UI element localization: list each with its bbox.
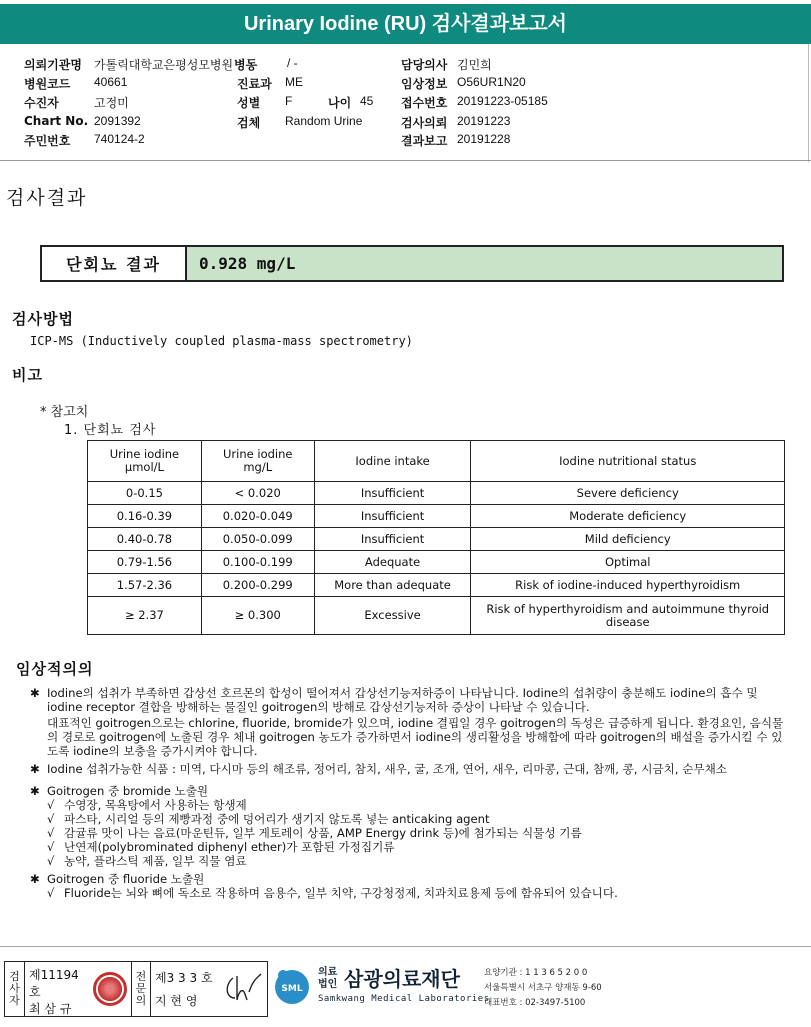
signature-icon [223, 970, 263, 1006]
bromide-item-text: 농약, 플라스틱 제품, 일부 직물 염료 [64, 854, 247, 868]
ward-value: / - [287, 56, 298, 70]
ward-label: 병동 [234, 58, 258, 72]
examiner-license: 제11194호 [29, 968, 79, 999]
table-header-row [88, 441, 785, 482]
sex-value: F [285, 94, 293, 108]
fluoride-title: Goitrogen 중 fluoride 노출원 [47, 872, 205, 886]
header-umol-line2: μmol/L [124, 460, 164, 474]
dept-label: 진료과 [237, 77, 272, 91]
result-value: 0.928 mg/L [187, 247, 782, 280]
clinical-body [30, 686, 790, 900]
result-box [40, 245, 784, 282]
bromide-item-text: 수영장, 목욕탕에서 사용하는 항생제 [64, 798, 247, 812]
list-item [30, 854, 790, 868]
physician-value: 김민희 [457, 58, 492, 72]
cell-umol: 1.57-2.36 [88, 574, 202, 597]
list-item [30, 840, 790, 854]
cell-status: Optimal [471, 551, 785, 574]
institution-value: 가톨릭대학교은평성모병원 [94, 58, 234, 72]
contact-line: 대표번호 : 02-3497-5100 [484, 998, 586, 1008]
table-row [88, 597, 785, 635]
chart-no-label: Chart No. [24, 114, 89, 128]
cell-umol: 0-0.15 [88, 482, 202, 505]
cell-umol: 0.40-0.78 [88, 528, 202, 551]
cell-intake: Adequate [314, 551, 471, 574]
list-item [30, 812, 790, 826]
contact-line: 요양기관 : 1 1 3 6 5 2 0 0 [484, 968, 588, 978]
specialist-info [151, 962, 219, 1016]
cell-mg: 0.020-0.049 [201, 505, 314, 528]
asterisk-bullet-icon: ✱ [30, 762, 40, 776]
divider [0, 160, 811, 161]
reference-label: * 참고치 [40, 405, 89, 420]
check-icon: √ [47, 798, 55, 812]
examinee-label: 수진자 [24, 96, 59, 110]
bromide-section [30, 784, 790, 798]
clinical-text-2: 대표적인 goitrogen으로는 chlorine, fluoride, bromide가 있으며, iodine 결핍일 경우 goitrogen의 독성은 급증하게 됩니다. 환경요인, 음식물의 경로로 goitrogen에 노출된 경우 체내 goitrogen 농도가 증가하면서 iodine의 생리활성을 방해함에 따라 goitrogen의 배설을 증가시킬 수 있도록 iodine의 보충을 증가시켜야 합니다. [47, 716, 784, 758]
hospital-code-label: 병원코드 [24, 77, 71, 91]
specimen-label: 검체 [237, 116, 261, 130]
resident-no-value: 740124-2 [94, 132, 145, 146]
resident-no-label: 주민번호 [24, 134, 71, 148]
cell-mg: 0.200-0.299 [201, 574, 314, 597]
cell-mg: 0.050-0.099 [201, 528, 314, 551]
reference-subtitle: 1. 단회뇨 검사 [64, 423, 157, 438]
result-section-title: 검사결과 [6, 187, 88, 209]
asterisk-bullet-icon: ✱ [30, 686, 40, 700]
header-intake: Iodine intake [314, 441, 471, 482]
cell-status: Risk of hyperthyroidism and autoimmune thyroid disease [471, 597, 785, 635]
check-icon: √ [47, 840, 55, 854]
cell-intake: Excessive [314, 597, 471, 635]
report-date-label: 결과보고 [401, 134, 448, 148]
list-item [30, 798, 790, 812]
list-item [30, 886, 790, 900]
table-row [88, 574, 785, 597]
check-icon: √ [47, 886, 55, 900]
cell-status: Moderate deficiency [471, 505, 785, 528]
cell-mg: 0.100-0.199 [201, 551, 314, 574]
examiner-name: 최 삼 규 [29, 1002, 72, 1016]
table-row [88, 551, 785, 574]
fluoride-item-text: Fluoride는 뇌와 뼈에 독소로 작용하며 음용수, 일부 치약, 구강청정제, 치과치료용제 등에 함유되어 있습니다. [64, 886, 618, 900]
physician-label: 담당의사 [401, 58, 448, 72]
list-item [30, 826, 790, 840]
cell-mg: < 0.020 [201, 482, 314, 505]
clinical-paragraph-1 [30, 686, 790, 758]
method-title: 검사방법 [12, 310, 74, 328]
chart-no-value: 2091392 [94, 114, 141, 128]
report-date-value: 20191228 [457, 132, 511, 146]
asterisk-bullet-icon: ✱ [30, 784, 40, 798]
asterisk-bullet-icon: ✱ [30, 872, 40, 886]
specialist-label [131, 962, 151, 1016]
clinical-paragraph-2 [30, 762, 790, 776]
logo-text: SML [281, 984, 303, 994]
contact-line: 서울특별시 서초구 양재동 9-60 [484, 983, 602, 993]
cell-status: Severe deficiency [471, 482, 785, 505]
org-type-line: 법인 [318, 979, 338, 990]
specialist-label-char: 의 [135, 994, 147, 1007]
clinical-text-3: Iodine 섭취가능한 식품 : 미역, 다시마 등의 해조류, 정어리, 참치, 새우, 굴, 조개, 연어, 새우, 리마콩, 근대, 참깨, 콩, 시금치, 순무채소 [47, 762, 727, 776]
check-icon: √ [47, 854, 55, 868]
divider [0, 946, 811, 947]
table-row [88, 505, 785, 528]
header-mg-line1: Urine iodine [223, 447, 293, 461]
specimen-value: Random Urine [285, 114, 363, 128]
header-mg [201, 441, 314, 482]
cell-umol: ≥ 2.37 [88, 597, 202, 635]
cell-intake: More than adequate [314, 574, 471, 597]
remarks-title: 비고 [12, 366, 43, 384]
result-label: 단회뇨 결과 [42, 247, 187, 280]
method-text: ICP-MS (Inductively coupled plasma-mass spectrometry) [30, 334, 413, 348]
header-mg-line2: mg/L [243, 460, 273, 474]
cell-status: Risk of iodine-induced hyperthyroidism [471, 574, 785, 597]
reference-table [87, 440, 785, 635]
report-title: Urinary Iodine (RU) 검사결과보고서 [0, 4, 811, 44]
clinical-info-value: O56UR1N20 [457, 75, 526, 89]
specialist-label-char: 전 [135, 970, 147, 983]
signature-box [4, 961, 268, 1017]
institution-label: 의뢰기관명 [24, 58, 82, 72]
age-label: 나이 [328, 96, 352, 110]
examiner-label-char: 사 [9, 982, 20, 995]
cell-intake: Insufficient [314, 482, 471, 505]
specialist-name: 지 현 영 [155, 994, 198, 1008]
request-date-value: 20191223 [457, 114, 511, 128]
specialist-label-char: 문 [135, 982, 147, 995]
cell-intake: Insufficient [314, 528, 471, 551]
cell-mg: ≥ 0.300 [201, 597, 314, 635]
org-name-english: Samkwang Medical Laboratories [318, 994, 490, 1004]
check-icon: √ [47, 826, 55, 840]
fluoride-section [30, 872, 790, 886]
table-row [88, 528, 785, 551]
clinical-text-1: Iodine의 섭취가 부족하면 갑상선 호르몬의 합성이 떨어져서 갑상선기능저하증이 나타납니다. Iodine의 섭취량이 충분해도 iodine의 흡수 및 iodine receptor 결합을 방해하는 물질인 goitrogen의 방해로 갑상선기능저하 증상이 나타날 수 있습니다. [47, 686, 758, 714]
cell-status: Mild deficiency [471, 528, 785, 551]
hospital-code-value: 40661 [94, 75, 128, 89]
examiner-label [5, 962, 25, 1016]
table-row [88, 482, 785, 505]
bromide-title: Goitrogen 중 bromide 노출원 [47, 784, 209, 798]
cell-umol: 0.16-0.39 [88, 505, 202, 528]
header-umol [88, 441, 202, 482]
sex-label: 성별 [237, 96, 261, 110]
examiner-label-char: 자 [9, 994, 20, 1007]
request-date-label: 검사의뢰 [401, 116, 448, 130]
examiner-label-char: 검 [9, 970, 20, 983]
receipt-no-value: 20191223-05185 [457, 94, 548, 108]
org-type-line: 의료 [318, 967, 338, 978]
bromide-item-text: 난연제(polybrominated diphenyl ether)가 포함된 가정집기류 [64, 840, 395, 854]
seal-stamp-icon [93, 972, 127, 1006]
examiner-info [25, 962, 89, 1016]
contact-info [484, 966, 602, 1011]
examinee-value: 고정미 [94, 96, 129, 110]
header-status: Iodine nutritional status [471, 441, 785, 482]
org-type [318, 967, 337, 991]
cell-umol: 0.79-1.56 [88, 551, 202, 574]
sml-logo-icon [272, 965, 312, 1005]
org-name: 삼광의료재단 [344, 967, 460, 991]
age-value: 45 [360, 94, 374, 108]
header-umol-line1: Urine iodine [109, 447, 180, 461]
clinical-info-label: 임상정보 [401, 77, 448, 91]
bromide-item-text: 파스타, 시리얼 등의 제빵과정 중에 덩어리가 생기지 않도록 넣는 anticaking agent [64, 812, 490, 826]
divider [808, 44, 809, 162]
receipt-no-label: 접수번호 [401, 96, 448, 110]
check-icon: √ [47, 812, 55, 826]
clinical-title: 임상적의의 [16, 660, 94, 678]
specialist-license: 제3 3 3 호 [155, 971, 213, 985]
cell-intake: Insufficient [314, 505, 471, 528]
bromide-item-text: 감귤류 맛이 나는 음료(마운틴듀, 일부 게토레이 상품, AMP Energy drink 등)에 첨가되는 식물성 기름 [64, 826, 582, 840]
dept-value: ME [285, 75, 303, 89]
